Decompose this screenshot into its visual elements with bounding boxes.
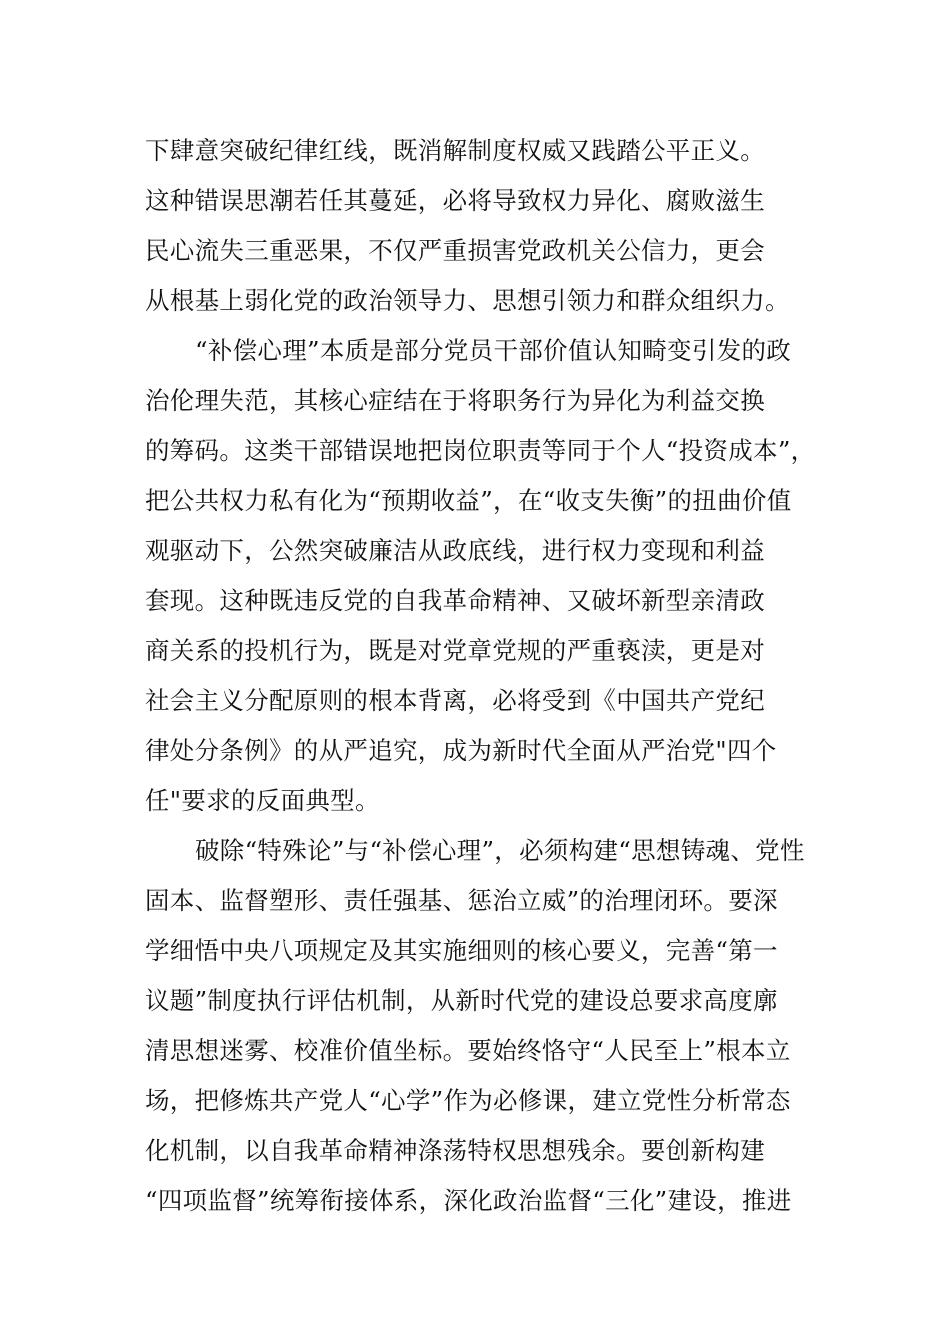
text-line: 从根基上弱化党的政治领导力、思想引领力和群众组织力。 [145, 286, 790, 315]
text-line: 这种错误思潮若任其蔓延，必将导致权力异化、腐败滋生 [145, 186, 765, 215]
text-line: 商关系的投机行为，既是对党章党规的严重亵渎，更是对 [145, 636, 765, 665]
text-line: 套现。这种既违反党的自我革命精神、又破坏新型亲清政 [145, 586, 765, 615]
text-line: 任"要求的反面典型。 [145, 786, 380, 815]
text-line: 场，把修炼共产党人“心学”作为必修课，建立党性分析常态 [145, 1086, 791, 1115]
text-line: 学细悟中央八项规定及其实施细则的核心要义，完善“第一 [145, 936, 778, 965]
text-line: 化机制，以自我革命精神涤荡特权思想残余。要创新构建 [145, 1136, 765, 1165]
text-line: 议题”制度执行评估机制，从新时代党的建设总要求高度廓 [145, 986, 778, 1015]
paragraph-start-line: 破除“特殊论”与“补偿心理”，必须构建“思想铸魂、党性 [195, 836, 805, 865]
text-line: 民心流失三重恶果，不仅严重损害党政机关公信力，更会 [145, 236, 765, 265]
text-line: 清思想迷雾、校准价值坐标。要始终恪守“人民至上”根本立 [145, 1036, 791, 1065]
text-line: 律处分条例》的从严追究，成为新时代全面从严治党"四个 [145, 736, 777, 765]
text-line: 下肆意突破纪律红线，既消解制度权威又践踏公平正义。 [145, 136, 765, 165]
text-line: 的筹码。这类干部错误地把岗位职责等同于个人“投资成本”， [145, 436, 816, 465]
text-line: “四项监督”统筹衔接体系，深化政治监督“三化”建设，推进 [145, 1186, 792, 1215]
text-line: 把公共权力私有化为“预期收益”，在“收支失衡”的扭曲价值 [145, 486, 792, 515]
text-line: 固本、监督塑形、责任强基、惩治立威”的治理闭环。要深 [145, 886, 778, 915]
text-line: 观驱动下，公然突破廉洁从政底线，进行权力变现和利益 [145, 536, 765, 565]
paragraph-start-line: “补偿心理”本质是部分党员干部价值认知畸变引发的政 [195, 336, 792, 365]
body-text [145, 126, 816, 1226]
text-line: 社会主义分配原则的根本背离，必将受到《中国共产党纪 [145, 686, 765, 715]
text-line: 治伦理失范，其核心症结在于将职务行为异化为利益交换 [145, 386, 765, 415]
